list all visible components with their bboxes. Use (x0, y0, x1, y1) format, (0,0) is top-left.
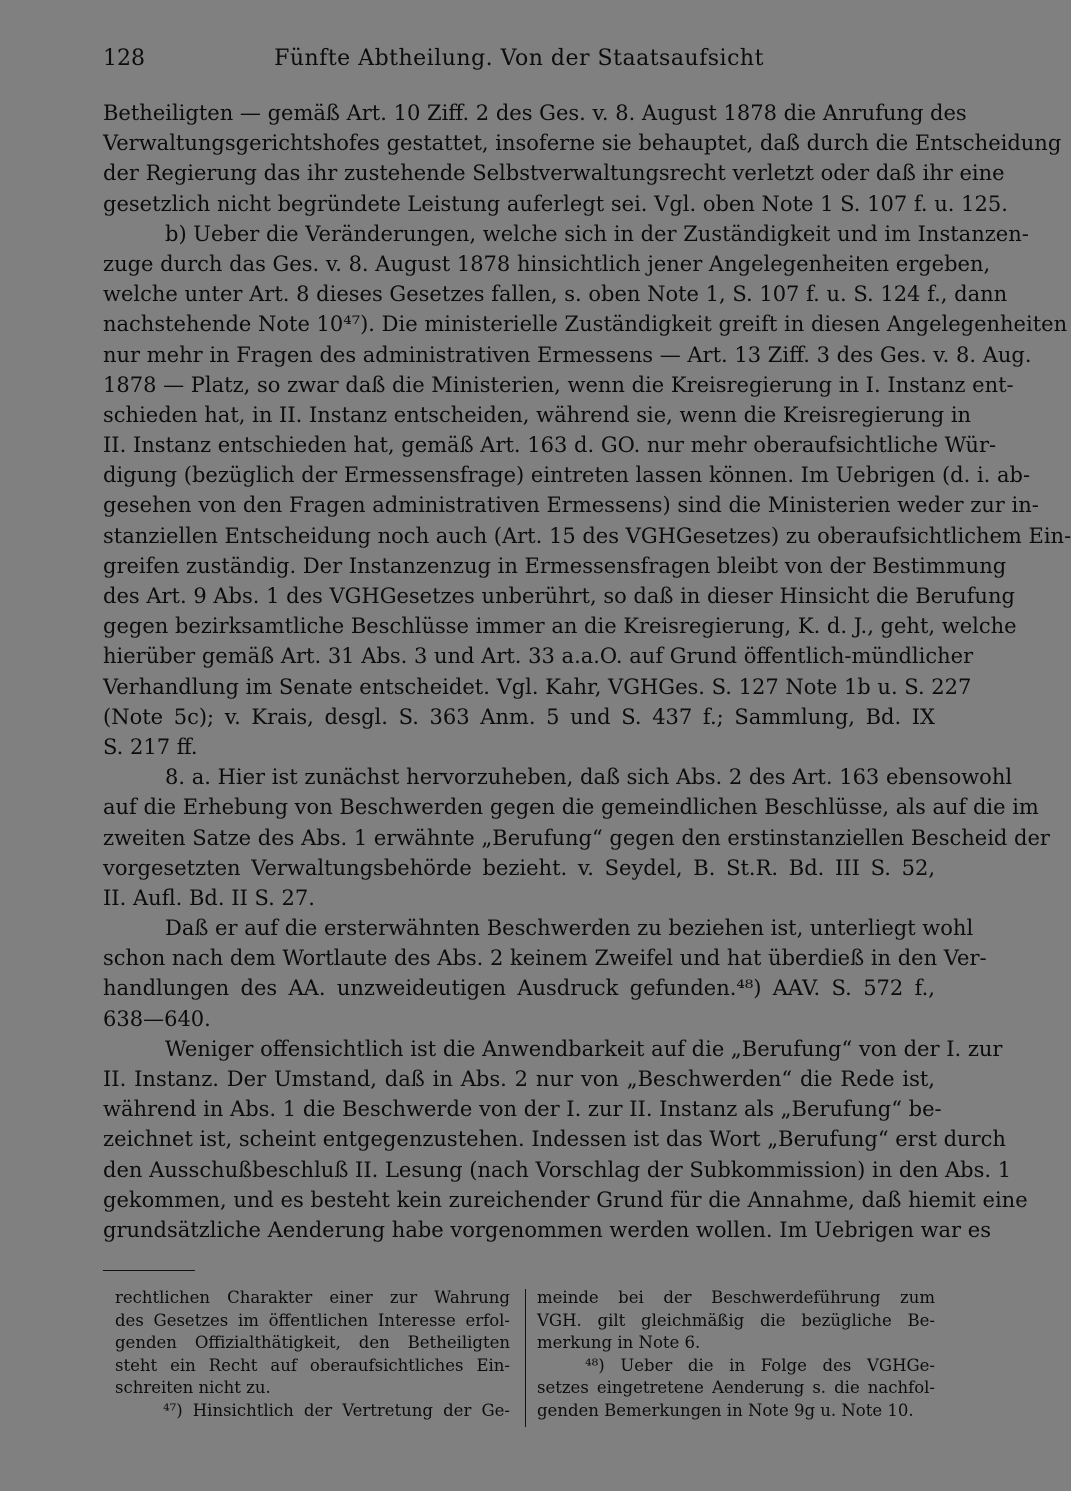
text-line: vorgesetzten Verwaltungsbehörde bezieht. v. Seydel, B. St.R. Bd. III S. 52, (103, 855, 935, 880)
footnote-column-left (115, 1287, 510, 1422)
text-line: Verhandlung im Senate entscheidet. Vgl. Kahr, VGHGes. S. 127 Note 1b u. S. 227 (103, 674, 972, 699)
footnote-line: des Gesetzes im öffentlichen Interesse erfol- (115, 1310, 510, 1330)
footnote-line: merkung in Note 6. (537, 1333, 701, 1352)
text-line: handlungen des AA. unzweideutigen Ausdruck gefunden.⁴⁸) AAV. S. 572 f., (103, 976, 935, 1001)
text-line: gesehen von den Fragen administrativen Ermessens) sind die Ministerien weder zur in- (103, 493, 1039, 518)
text-line: 8. a. Hier ist zunächst hervorzuheben, daß sich Abs. 2 des Art. 163 ebensowohl (165, 765, 1013, 790)
text-line: greifen zuständig. Der Instanzenzug in Ermessensfragen bleibt von der Bestimmung (103, 553, 1007, 578)
text-line: 1878 — Platz, so zwar daß die Ministerien, wenn die Kreisregierung in I. Instanz ent- (103, 372, 1014, 397)
text-line: zuge durch das Ges. v. 8. August 1878 hinsichtlich jener Angelegenheiten ergeben, (103, 251, 991, 276)
footnote-line: steht ein Recht auf oberaufsichtliches Ein- (115, 1355, 510, 1375)
running-head: Fünfte Abtheilung. Von der Staatsaufsicht (274, 46, 764, 71)
text-line: gekommen, und es besteht kein zureichender Grund für die Annahme, daß hiemit eine (103, 1187, 1028, 1212)
page-header (103, 46, 935, 76)
text-line: Weniger offensichtlich ist die Anwendbarkeit auf die „Berufung“ von der I. zur (165, 1036, 1003, 1061)
main-text (103, 98, 1071, 1245)
text-line: schon nach dem Wortlaute des Abs. 2 keinem Zweifel und hat überdieß in den Ver- (103, 946, 987, 971)
footnote-line: rechtlichen Charakter einer zur Wahrung (115, 1288, 510, 1307)
text-line: zeichnet ist, scheint entgegenzustehen. Indessen ist das Wort „Berufung“ erst durch (103, 1127, 1006, 1152)
text-line: Daß er auf die ersterwähnten Beschwerden zu beziehen ist, unterliegt wohl (165, 916, 974, 941)
text-line: gegen bezirksamtliche Beschlüsse immer an die Kreisregierung, K. d. J., geht, welche (103, 614, 1017, 639)
text-line: auf die Erhebung von Beschwerden gegen die gemeindlichen Beschlüsse, als auf die im (103, 795, 1039, 820)
footnote-line: genden Bemerkungen in Note 9g u. Note 10. (537, 1400, 914, 1420)
text-line: b) Ueber die Veränderungen, welche sich in der Zuständigkeit und im Instanzen- (165, 221, 1029, 246)
text-line: (Note 5c); v. Krais, desgl. S. 363 Anm. 5 und S. 437 f.; Sammlung, Bd. IX (103, 704, 935, 729)
text-line: des Art. 9 Abs. 1 des VGHGesetzes unberührt, so daß in dieser Hinsicht die Berufung (103, 584, 1015, 608)
text-line: nur mehr in Fragen des administrativen Ermessens — Art. 13 Ziff. 3 des Ges. v. 8. Aug. (103, 342, 1032, 367)
footnote-column-right (537, 1287, 935, 1422)
footnote-line: ⁴⁸) Ueber die in Folge des VGHGe- (585, 1355, 935, 1375)
text-line: Verwaltungsgerichtshofes gestattet, insoferne sie behauptet, daß durch die Entscheidung (103, 131, 1062, 156)
footnote-rule (103, 1270, 195, 1271)
text-line: Betheiligten — gemäß Art. 10 Ziff. 2 des Ges. v. 8. August 1878 die Anrufung des (103, 101, 967, 125)
footnotes (103, 1287, 935, 1437)
text-line: S. 217 ff. (103, 734, 198, 759)
page-number: 128 (103, 46, 145, 71)
footnote-line: schreiten nicht zu. (115, 1378, 271, 1397)
text-line: den Ausschußbeschluß II. Lesung (nach Vorschlag der Subkommission) in den Abs. 1 (103, 1157, 1012, 1182)
text-line: zweiten Satze des Abs. 1 erwähnte „Berufung“ gegen den erstinstanziellen Bescheid der (103, 825, 1050, 850)
text-line: stanziellen Entscheidung noch auch (Art. 15 des VGHGesetzes) zu oberaufsichtlichem Ein- (103, 523, 1071, 548)
text-line: II. Aufl. Bd. II S. 27. (103, 885, 315, 910)
footnote-line: genden Offizialthätigkeit, den Betheiligten (115, 1333, 510, 1352)
text-line: II. Instanz. Der Umstand, daß in Abs. 2 nur von „Beschwerden“ die Rede ist, (103, 1067, 935, 1091)
text-line: nachstehende Note 10⁴⁷). Die ministerielle Zuständigkeit greift in diesen Angelegenheiten (103, 312, 1068, 337)
text-line: II. Instanz entschieden hat, gemäß Art. 163 d. GO. nur mehr oberaufsichtliche Wür- (103, 433, 997, 458)
footnote-line: meinde bei der Beschwerdeführung zum (537, 1288, 935, 1307)
footnote-line: setzes eingetretene Aenderung s. die nachfol- (537, 1378, 935, 1397)
text-line: der Regierung das ihr zustehende Selbstverwaltungsrecht verletzt oder daß ihr eine (103, 161, 1005, 186)
text-line: während in Abs. 1 die Beschwerde von der I. zur II. Instanz als „Berufung“ be- (103, 1097, 942, 1122)
text-line: digung (bezüglich der Ermessensfrage) eintreten lassen können. Im Uebrigen (d. i. ab- (103, 463, 1031, 488)
text-line: grundsätzliche Aenderung habe vorgenommen werden wollen. Im Uebrigen war es (103, 1217, 991, 1242)
text-line: gesetzlich nicht begründete Leistung auferlegt sei. Vgl. oben Note 1 S. 107 f. u. 125. (103, 191, 1008, 216)
footnote-line: ⁴⁷) Hinsichtlich der Vertretung der Ge- (163, 1400, 510, 1420)
footnote-line: VGH. gilt gleichmäßig die bezügliche Be- (537, 1310, 935, 1330)
footnote-column-divider (525, 1289, 526, 1427)
text-line: 638—640. (103, 1006, 211, 1031)
text-line: schieden hat, in II. Instanz entscheiden, während sie, wenn die Kreisregierung in (103, 402, 972, 427)
text-line: welche unter Art. 8 dieses Gesetzes fallen, s. oben Note 1, S. 107 f. u. S. 124 f., dann (103, 282, 1008, 307)
text-line: hierüber gemäß Art. 31 Abs. 3 und Art. 33 a.a.O. auf Grund öffentlich-mündlicher (103, 644, 974, 669)
